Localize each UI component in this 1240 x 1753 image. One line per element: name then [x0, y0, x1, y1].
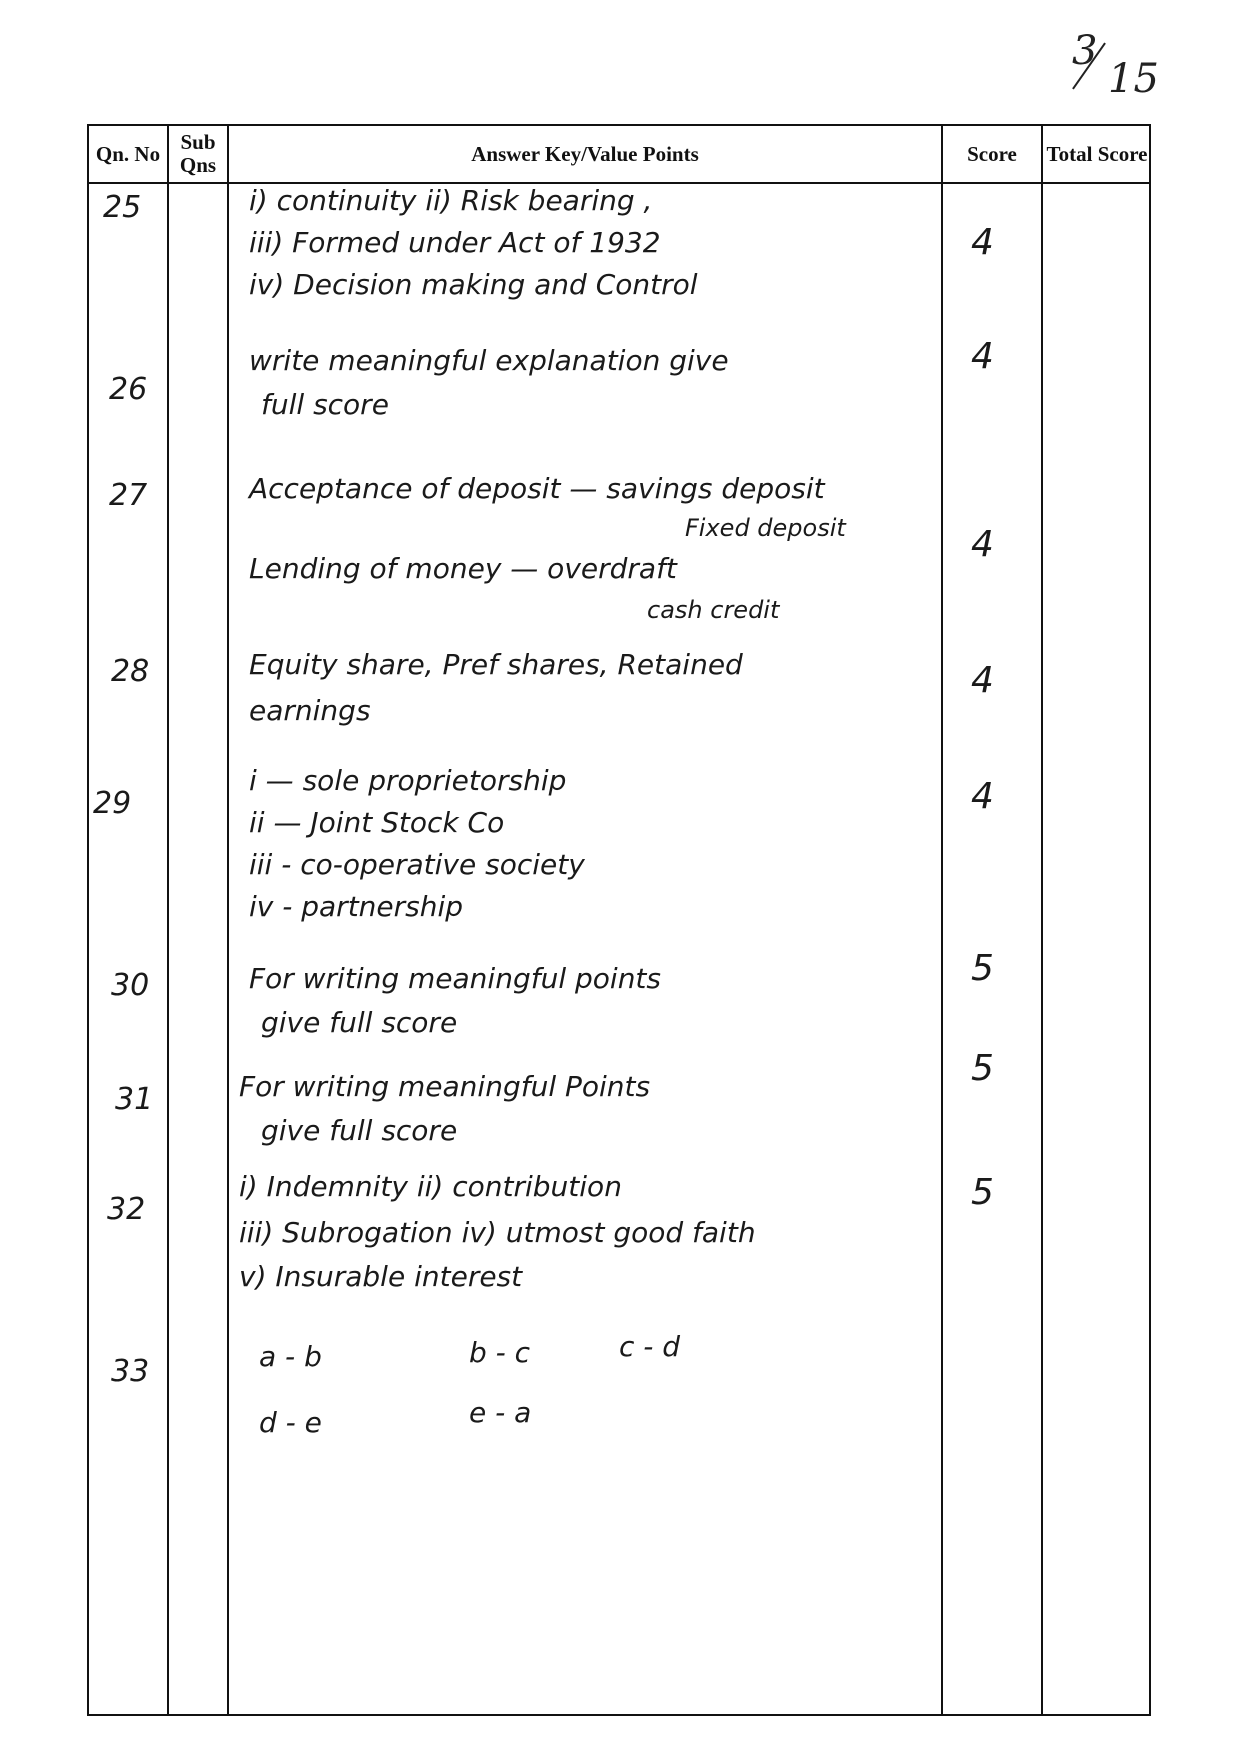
column-divider [941, 126, 943, 1714]
question-number: 31 [115, 1082, 154, 1117]
page-number-current: 3 [1072, 28, 1098, 74]
answer-line: cash credit [647, 596, 780, 624]
answer-line: i) continuity ii) Risk bearing , [249, 184, 653, 217]
question-number: 26 [109, 372, 148, 407]
header-sub-qns: Sub Qns [179, 130, 217, 177]
answer-line: iii) Formed under Act of 1932 [249, 226, 661, 259]
answer-line: earnings [249, 694, 371, 727]
match-pair: d - e [259, 1406, 322, 1439]
question-number: 25 [103, 190, 142, 225]
question-number: 32 [107, 1192, 146, 1227]
question-number: 33 [111, 1354, 150, 1389]
header-answer-key: Answer Key/Value Points [471, 141, 699, 166]
question-number: 29 [93, 786, 132, 821]
score-value: 4 [971, 524, 994, 565]
answer-line: give full score [261, 1006, 458, 1039]
answer-line: Equity share, Pref shares, Retained [249, 648, 743, 681]
match-pair: c - d [619, 1330, 681, 1363]
answer-line: write meaningful explanation give [249, 344, 729, 377]
score-value: 5 [971, 1048, 994, 1089]
score-value: 5 [971, 1172, 994, 1213]
header-qn-no: Qn. No [95, 141, 161, 166]
question-number: 30 [111, 968, 150, 1003]
page-number-total: 15 [1108, 56, 1159, 102]
answer-line: iv - partnership [249, 890, 464, 923]
answer-line: i) Indemnity ii) contribution [239, 1170, 622, 1203]
answer-line: Fixed deposit [685, 514, 846, 542]
column-divider [227, 126, 229, 1714]
answer-line: full score [261, 388, 389, 421]
header-total-score: Total Score [1046, 141, 1148, 166]
match-pair: b - c [469, 1336, 531, 1369]
answer-line: iv) Decision making and Control [249, 268, 698, 301]
question-number: 27 [109, 478, 148, 513]
answer-line: iii - co-operative society [249, 848, 585, 881]
match-pair: e - a [469, 1396, 532, 1429]
match-pair: a - b [259, 1340, 322, 1373]
score-value: 4 [971, 336, 994, 377]
answer-line: For writing meaningful Points [239, 1070, 651, 1103]
answer-line: give full score [261, 1114, 458, 1147]
answer-key-table [87, 124, 1151, 1716]
question-number: 28 [111, 654, 150, 689]
score-value: 5 [971, 948, 994, 989]
answer-line: i — sole proprietorship [249, 764, 567, 797]
answer-line: iii) Subrogation iv) utmost good faith [239, 1216, 756, 1249]
score-value: 4 [971, 660, 994, 701]
answer-line: Acceptance of deposit — savings deposit [249, 472, 825, 505]
column-divider [1041, 126, 1043, 1714]
answer-line: For writing meaningful points [249, 962, 662, 995]
score-value: 4 [971, 776, 994, 817]
column-divider [167, 126, 169, 1714]
answer-line: v) Insurable interest [239, 1260, 523, 1293]
score-value: 4 [971, 222, 994, 263]
answer-line: ii — Joint Stock Co [249, 806, 505, 839]
answer-line: Lending of money — overdraft [249, 552, 677, 585]
page-number [1060, 28, 1170, 108]
header-score: Score [967, 141, 1017, 166]
